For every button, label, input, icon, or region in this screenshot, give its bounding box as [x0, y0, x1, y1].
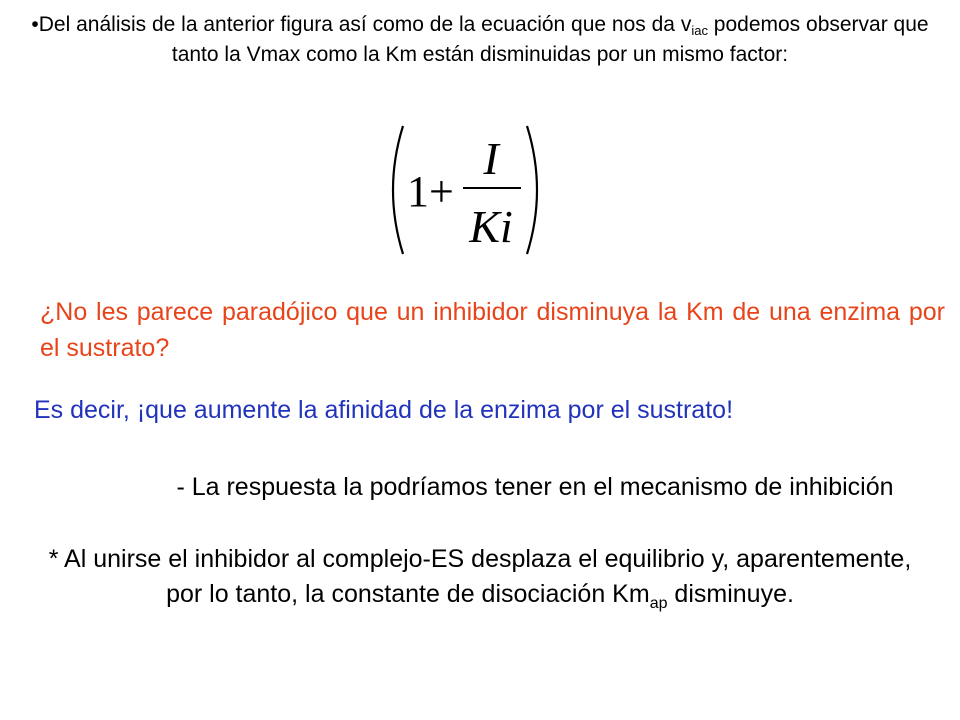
- affinity-statement: Es decir, ¡que aumente la afinidad de la enzima por el sustrato!: [34, 396, 734, 424]
- km-subscript: ap: [649, 595, 668, 612]
- intro-text: Del análisis de la anterior figura así como de la ecuación que nos da v: [38, 13, 692, 36]
- formula-graphic: [385, 120, 545, 260]
- formula-denominator: Ki: [469, 201, 513, 252]
- formula-one-plus: 1+: [407, 167, 454, 216]
- left-parenthesis: [393, 126, 403, 254]
- paradox-question: ¿No les parece paradójico que un inhibidor disminuya la Km de una enzima por el sustrato?: [40, 298, 945, 362]
- formula-numerator: I: [483, 133, 499, 184]
- explanation-text: * Al unirse el inhibidor al complejo-ES desplaza el equilibrio y, aparentemente, por lo tanto, la constante de disociación Km: [48, 545, 912, 608]
- intro-text-continued: podemos observar que tanto la Vmax como la Km están disminuidas por un mismo factor:: [171, 13, 929, 66]
- bullet: •: [31, 13, 39, 36]
- explanation-text-continued: disminuye.: [667, 580, 794, 608]
- inhibition-factor-formula: [385, 120, 545, 260]
- es-complex-explanation: [30, 542, 930, 612]
- v-subscript: iac: [691, 23, 708, 38]
- intro-paragraph: [20, 10, 940, 70]
- mechanism-answer: - La respuesta la podríamos tener en el mecanismo de inhibición: [176, 473, 894, 501]
- right-parenthesis: [527, 126, 537, 254]
